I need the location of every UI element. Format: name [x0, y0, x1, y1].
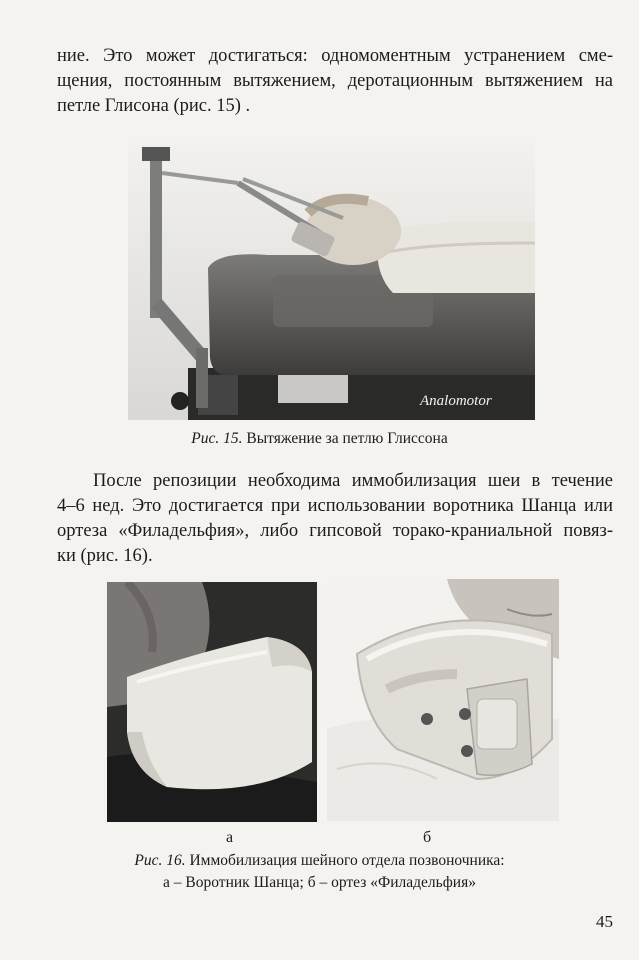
figure-16-label: Рис. 16.	[134, 852, 186, 869]
figure-16a-schanz-collar-photo	[107, 582, 317, 822]
paragraph-2-line-4: ки (рис. 16).	[57, 546, 153, 566]
paragraph-2-line-3: ортеза «Филадельфия», либо гипсовой торако-краниальной повяз-	[57, 521, 613, 541]
figure-16-caption-line-2: а – Воротник Шанца; б – ортез «Филадельфия»	[163, 874, 476, 891]
figure-16-caption-line-1: Иммобилизация шейного отдела позвоночника:	[189, 852, 505, 869]
figure-16-sublabel-a: а	[226, 829, 234, 846]
figure-15-caption	[0, 428, 639, 450]
figure-16-sublabel-b: б	[423, 829, 432, 846]
paragraph-2	[57, 469, 613, 569]
paragraph-1	[57, 44, 613, 119]
paragraph-1-line-1: ние. Это может достигаться: одномоментным устранением сме-	[57, 46, 613, 66]
figure-15-caption-text: Вытяжение за петлю Глиссона	[246, 430, 448, 447]
paragraph-2-line-2: 4–6 нед. Это достигается при использовании воротника Шанца или	[57, 496, 613, 516]
figure-15-label: Рис. 15.	[191, 430, 243, 447]
paragraph-1-line-2: щения, постоянным вытяжением, деротационным вытяжением на	[57, 71, 613, 91]
paragraph-2-line-1: После репозиции необходима иммобилизация шеи в течение	[93, 471, 613, 491]
figure-16-caption	[0, 850, 639, 894]
figure-15-traction-photo	[128, 143, 535, 420]
page-number: 45	[596, 912, 613, 931]
figure-15-watermark: Analomotor	[420, 393, 492, 409]
paragraph-1-line-3: петле Глисона (рис. 15) .	[57, 96, 251, 116]
figure-16b-philadelphia-orthosis-photo	[327, 579, 559, 821]
